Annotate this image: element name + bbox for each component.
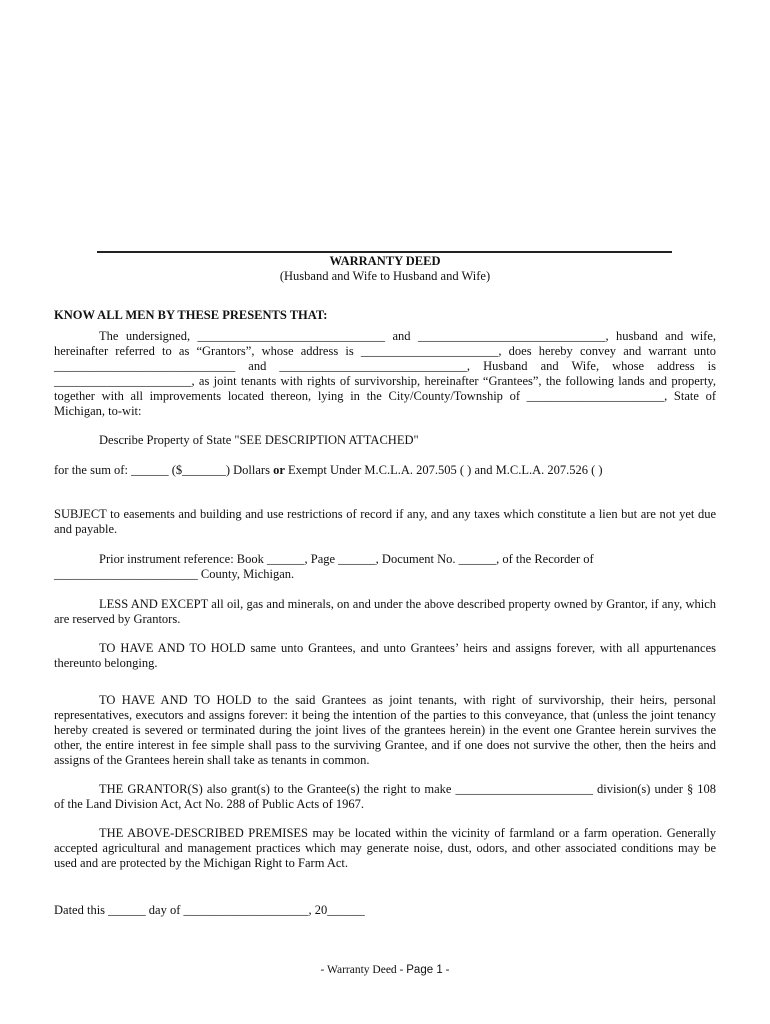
prior-instrument-line: Prior instrument reference: Book ______, Page ______, Document No. ______, of the Recorder of: [99, 552, 594, 566]
document-subtitle: (Husband and Wife to Husband and Wife): [279, 269, 491, 283]
page-footer: [0, 964, 770, 976]
paragraph-line: The undersigned, ______________________________ and ______________________________, husband and wife,: [99, 329, 716, 343]
farmland-paragraph: THE ABOVE-DESCRIBED PREMISES may be located within the vicinity of farmland or a farm operation. Generally accepted agricultural and management practices which may generate noise, dust, odors, and other associated conditions may be used and are protected by the Michigan Right to Farm Act.: [54, 826, 716, 870]
footer-tail: -: [442, 964, 450, 976]
paragraph-line: hereinafter referred to as “Grantors”, whose address is ______________________, does hereby convey and warrant unto: [54, 344, 716, 358]
paragraph-line: ______________________, as joint tenants with rights of survivorship, hereinafter “Grantees”, the following lands and property,: [54, 374, 716, 388]
consideration-line: [54, 463, 716, 478]
footer-doc-name: - Warranty Deed -: [320, 964, 407, 976]
subject-paragraph: SUBJECT to easements and building and use restrictions of record if any, and any taxes which constitute a lien but are not yet due and payable.: [54, 507, 716, 536]
property-description: Describe Property of State "SEE DESCRIPTION ATTACHED": [99, 433, 419, 447]
less-except-paragraph: LESS AND EXCEPT all oil, gas and minerals, on and under the above described property owned by Grantor, if any, which are reserved by Grantors.: [54, 597, 716, 626]
paragraph-line: Michigan, to-wit:: [54, 404, 142, 418]
sum-exempt-text: Exempt Under M.C.L.A. 207.505 ( ) and M.C.L.A. 207.526 ( ): [284, 463, 603, 477]
heading: KNOW ALL MEN BY THESE PRESENTS THAT:: [54, 308, 328, 322]
grantors-paragraph: [54, 329, 716, 419]
title-rule: [97, 251, 672, 253]
land-division-paragraph: THE GRANTOR(S) also grant(s) to the Grantee(s) the right to make ______________________ division(s) under § 108 of the Land Division Act, Act No. 288 of Public Acts of 1967.: [54, 782, 716, 811]
have-and-hold-paragraph: TO HAVE AND TO HOLD same unto Grantees, and unto Grantees’ heirs and assigns forever, with all appurtenances thereunto belonging.: [54, 641, 716, 670]
sum-text: for the sum of: ______ ($_______) Dollars: [54, 463, 274, 477]
paragraph-line: _____________________________ and ______________________________, Husband and Wife, whose address is: [54, 359, 716, 373]
page-number: Page 1: [406, 964, 443, 976]
document-title: WARRANTY DEED: [329, 254, 441, 268]
sum-or: or: [273, 463, 285, 477]
joint-tenancy-paragraph: TO HAVE AND TO HOLD to the said Grantees as joint tenants, with right of survivorship, their heirs, personal representatives, executors and assigns forever: it being the intention of the parties to this conveyance, that (unless the joint tenancy hereby created is severed or terminated during the joint lives of the grantees herein) in the event one Grantee herein survives the other, the entire interest in fee simple shall pass to the surviving Grantee, and if one does not survive the other, then the heirs and assigns of the Grantees herein shall take as tenants in common.: [54, 693, 716, 767]
paragraph-line: together with all improvements located thereon, lying in the City/County/Township of ______________________, State of: [54, 389, 716, 403]
prior-instrument-county: _______________________ County, Michigan.: [54, 567, 295, 581]
prior-instrument-paragraph: [54, 552, 716, 582]
dated-line: Dated this ______ day of ____________________, 20______: [54, 903, 365, 917]
